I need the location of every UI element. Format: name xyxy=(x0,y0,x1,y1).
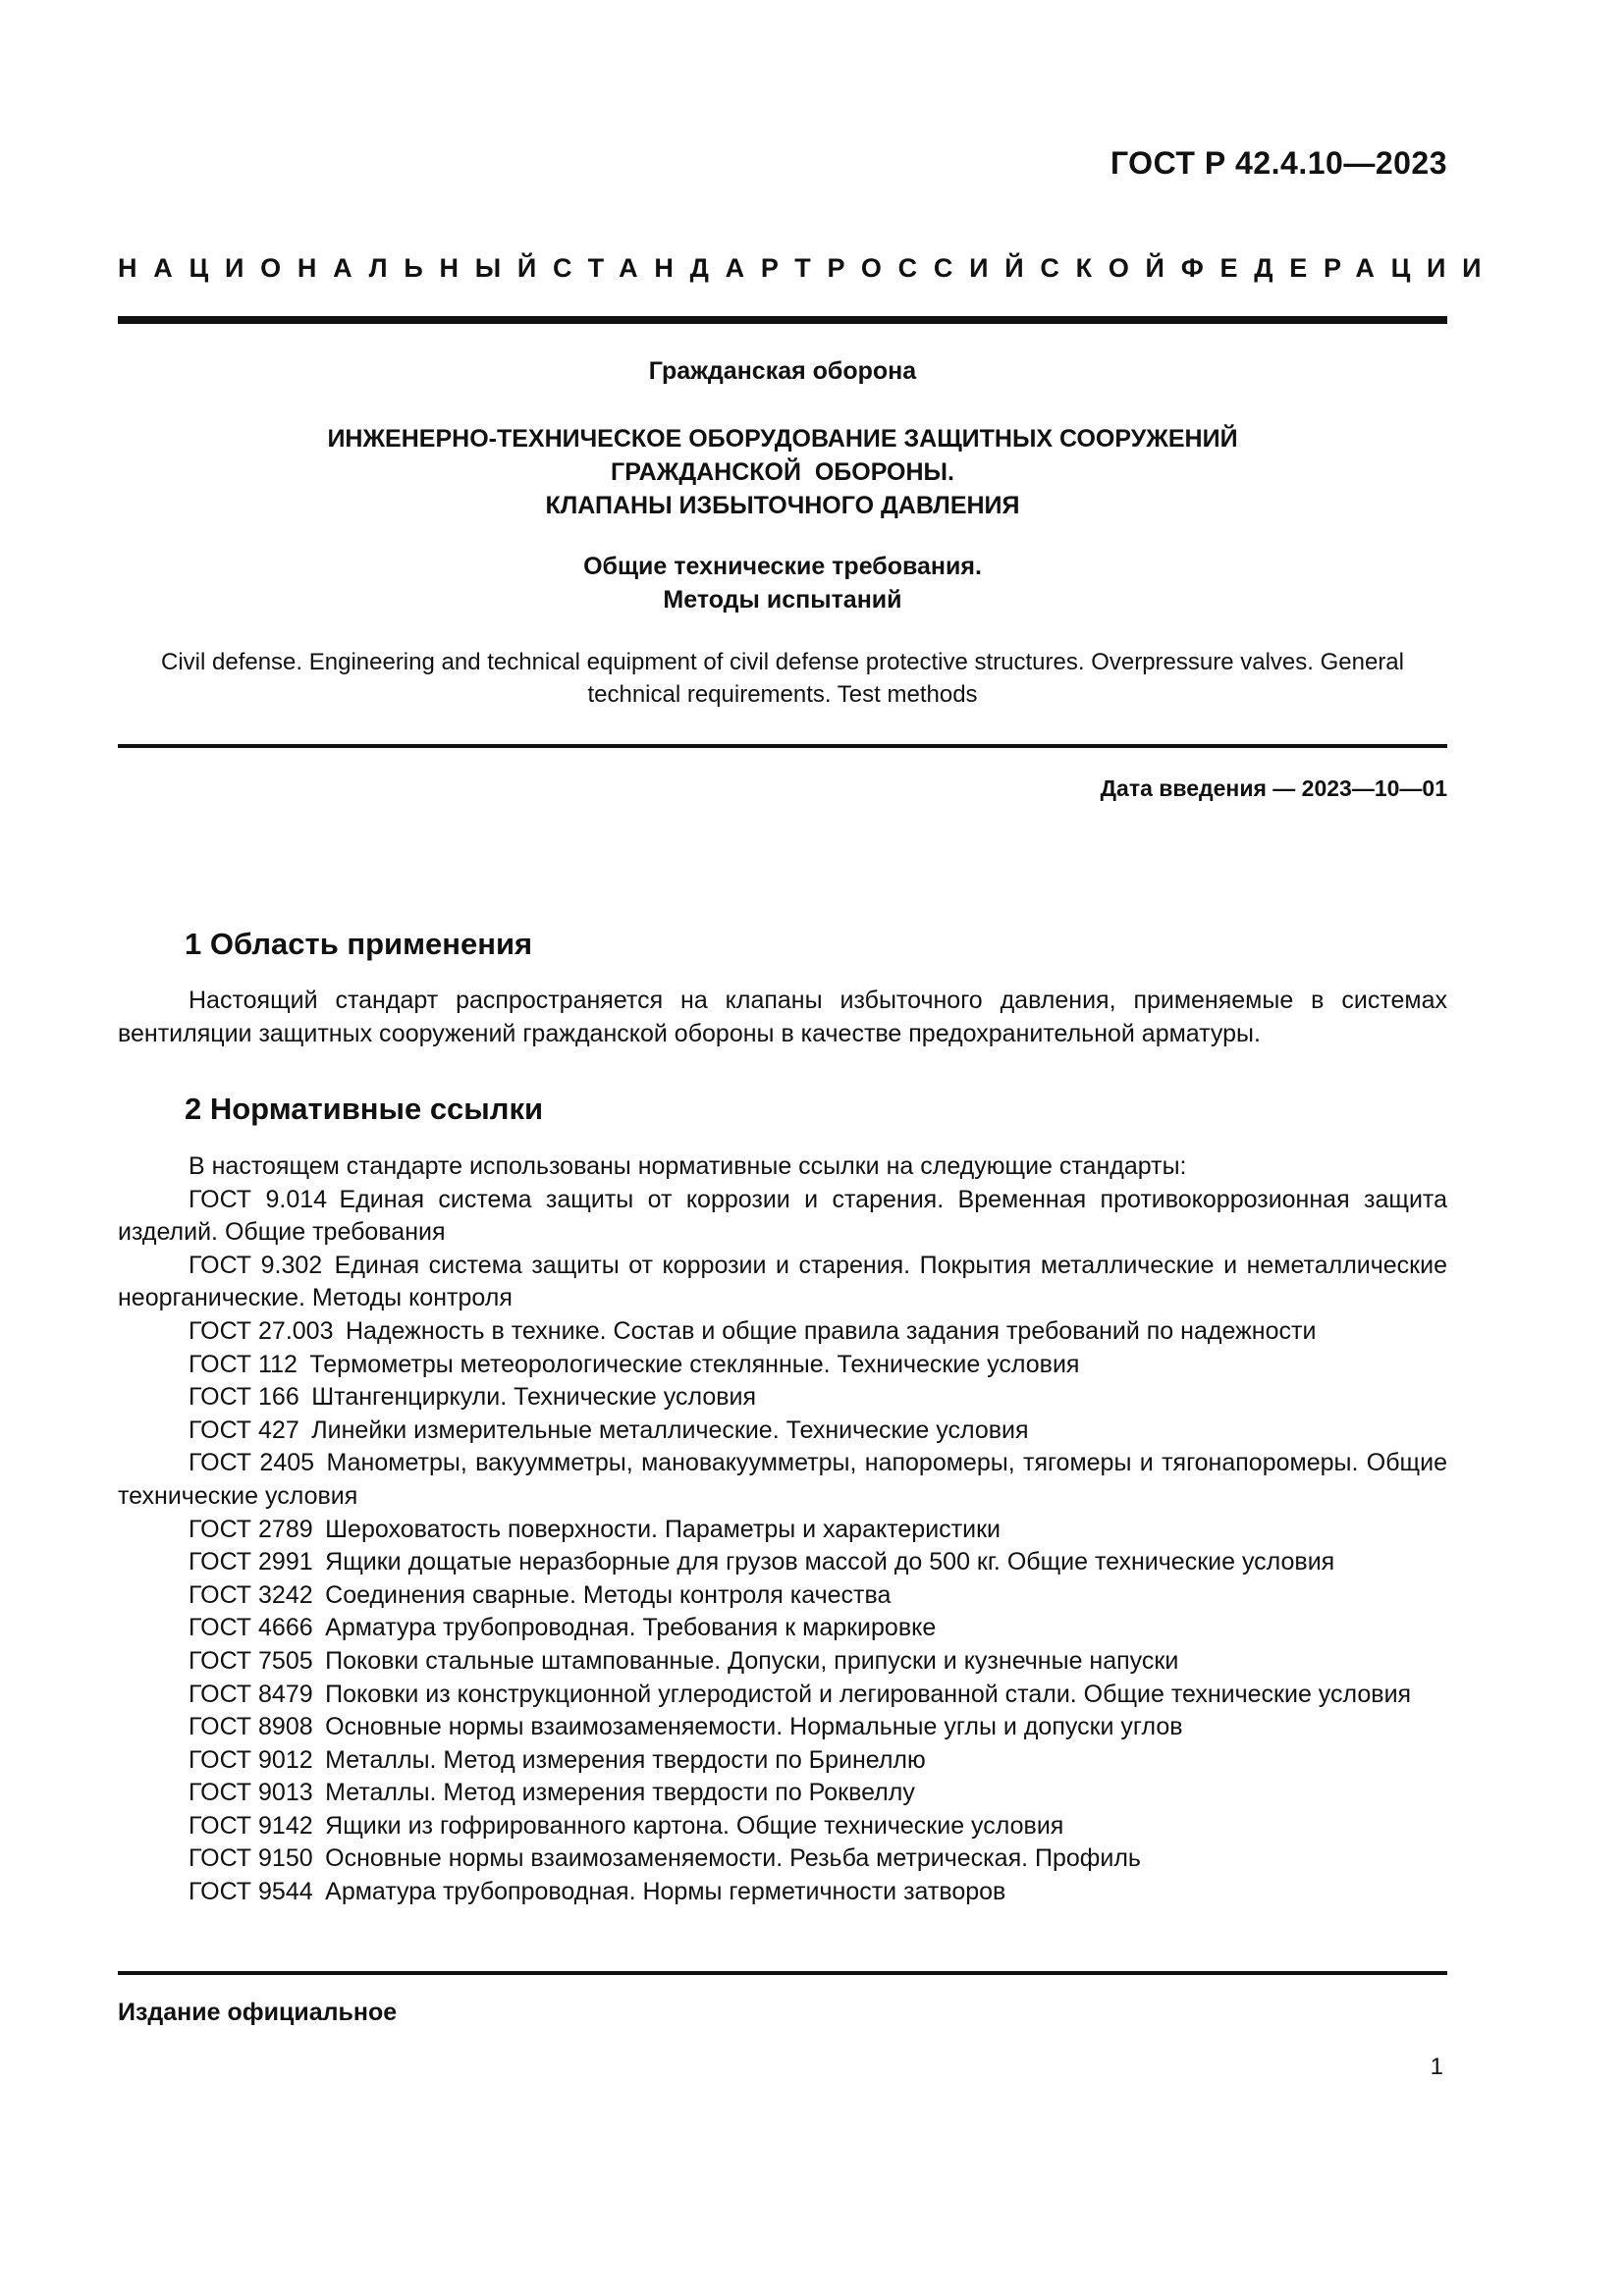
reference-item xyxy=(118,1645,1447,1679)
reference-item xyxy=(118,1810,1447,1843)
reference-code: ГОСТ 9142 xyxy=(189,1811,313,1840)
national-standard-banner xyxy=(118,253,1498,284)
reference-code: ГОСТ 9013 xyxy=(189,1779,313,1807)
introduction-date: Дата введения — 2023—10—01 xyxy=(1100,775,1447,801)
reference-title: Линейки измерительные металлические. Технические условия xyxy=(311,1415,1029,1444)
banner-word: СТАНДАРТ xyxy=(553,253,828,283)
reference-title: Надежность в технике. Состав и общие правила задания требований по надежности xyxy=(346,1316,1317,1345)
english-line: technical requirements. Test methods xyxy=(587,681,978,708)
section-2-heading: 2 Нормативные ссылки xyxy=(185,1092,544,1126)
reference-list xyxy=(118,1184,1447,1909)
reference-title: Термометры метеорологические стеклянные. Технические условия xyxy=(309,1350,1080,1378)
reference-code: ГОСТ 27.003 xyxy=(189,1316,334,1345)
reference-code: ГОСТ 9.302 xyxy=(189,1251,323,1279)
reference-code: ГОСТ 112 xyxy=(189,1350,298,1378)
reference-item xyxy=(118,1777,1447,1810)
reference-code: ГОСТ 9150 xyxy=(189,1844,313,1873)
reference-code: ГОСТ 9.014 xyxy=(189,1185,328,1213)
footer-divider xyxy=(118,1971,1447,1975)
reference-title: Поковки стальные штампованные. Допуски, припуски и кузнечные напуски xyxy=(325,1646,1179,1675)
reference-item xyxy=(118,1349,1447,1382)
reference-title: Ящики дощатые неразборные для грузов массой до 500 кг. Общие технические условия xyxy=(325,1548,1335,1576)
section-1-paragraph: Настоящий стандарт распространяется на клапаны избыточного давления, применяемые в системах вентиляции защитных сооружений гражданской обороны в качестве предохранительной арматуры. xyxy=(118,987,1447,1047)
gost-number: ГОСТ Р 42.4.10—2023 xyxy=(1110,145,1447,181)
standard-subtitle xyxy=(118,550,1447,616)
reference-title: Штангенциркули. Технические условия xyxy=(311,1383,757,1412)
reference-code: ГОСТ 2789 xyxy=(189,1515,313,1543)
page-number: 1 xyxy=(1430,2054,1443,2080)
reference-title: Металлы. Метод измерения твердости по Бринеллю xyxy=(325,1745,926,1774)
reference-code: ГОСТ 2405 xyxy=(189,1449,315,1477)
section-1-heading: 1 Область применения xyxy=(185,927,533,961)
banner-word: НАЦИОНАЛЬНЫЙ xyxy=(118,253,554,283)
banner-word: ФЕДЕРАЦИИ xyxy=(1180,253,1498,283)
normative-references xyxy=(118,1150,1447,1909)
reference-code: ГОСТ 9012 xyxy=(189,1745,313,1774)
reference-code: ГОСТ 8908 xyxy=(189,1713,313,1741)
reference-item xyxy=(118,1250,1447,1315)
reference-title: Единая система защиты от коррозии и старения. Временная противокоррозионная защита изделий. Общие требования xyxy=(118,1185,1447,1247)
reference-title: Основные нормы взаимозаменяемости. Резьба метрическая. Профиль xyxy=(325,1844,1141,1873)
reference-code: ГОСТ 427 xyxy=(189,1415,299,1444)
reference-item xyxy=(118,1381,1447,1415)
banner-word: РОССИЙСКОЙ xyxy=(827,253,1181,283)
reference-title: Ящики из гофрированного картона. Общие технические условия xyxy=(325,1811,1064,1840)
english-title xyxy=(118,646,1447,711)
reference-item xyxy=(118,1514,1447,1547)
reference-code: ГОСТ 166 xyxy=(189,1383,299,1412)
reference-item xyxy=(118,1447,1447,1513)
standard-subject: Гражданская оборона xyxy=(648,357,917,385)
reference-item xyxy=(118,1415,1447,1448)
reference-item xyxy=(118,1546,1447,1579)
reference-code: ГОСТ 4666 xyxy=(189,1614,313,1642)
section-1-body xyxy=(118,984,1447,1050)
reference-item xyxy=(118,1744,1447,1778)
reference-title: Шероховатость поверхности. Параметры и характеристики xyxy=(325,1515,1001,1543)
standard-title xyxy=(118,422,1447,522)
subtitle-line: Общие технические требования. xyxy=(583,553,982,580)
reference-code: ГОСТ 7505 xyxy=(189,1646,313,1675)
reference-title: Основные нормы взаимозаменяемости. Нормальные углы и допуски углов xyxy=(325,1713,1183,1741)
reference-item xyxy=(118,1876,1447,1909)
header-divider xyxy=(118,316,1447,324)
reference-title: Поковки из конструкционной углеродистой и легированной стали. Общие технические условия xyxy=(325,1680,1412,1708)
reference-code: ГОСТ 9544 xyxy=(189,1878,313,1906)
reference-title: Арматура трубопроводная. Нормы герметичности затворов xyxy=(325,1878,1006,1906)
reference-title: Манометры, вакуумметры, мановакуумметры, напоромеры, тягомеры и тягонапоромеры. Общие технические условия xyxy=(118,1449,1447,1510)
reference-item xyxy=(118,1711,1447,1744)
reference-item xyxy=(118,1579,1447,1613)
reference-title: Арматура трубопроводная. Требования к маркировке xyxy=(325,1614,937,1642)
reference-item xyxy=(118,1315,1447,1349)
title-divider xyxy=(118,744,1447,748)
reference-item xyxy=(118,1184,1447,1250)
reference-title: Единая система защиты от коррозии и старения. Покрытия металлические и неметаллические неорганические. Методы контроля xyxy=(118,1251,1447,1312)
reference-code: ГОСТ 2991 xyxy=(189,1548,313,1576)
references-intro: В настоящем стандарте использованы нормативные ссылки на следующие стандарты: xyxy=(189,1152,1187,1180)
reference-code: ГОСТ 3242 xyxy=(189,1580,313,1609)
reference-title: Соединения сварные. Методы контроля качества xyxy=(325,1580,892,1609)
reference-item xyxy=(118,1612,1447,1645)
official-edition-label: Издание официальное xyxy=(118,1999,398,2026)
reference-item xyxy=(118,1842,1447,1876)
english-line: Civil defense. Engineering and technical equipment of civil defense protective structures. Overpressure valves. General xyxy=(161,649,1404,675)
reference-title: Металлы. Метод измерения твердости по Роквеллу xyxy=(325,1779,915,1807)
title-line: КЛАПАНЫ ИЗБЫТОЧНОГО ДАВЛЕНИЯ xyxy=(545,492,1020,519)
reference-item xyxy=(118,1679,1447,1712)
title-line: ИНЖЕНЕРНО-ТЕХНИЧЕСКОЕ ОБОРУДОВАНИЕ ЗАЩИТНЫХ СООРУЖЕНИЙ xyxy=(327,425,1238,453)
subtitle-line: Методы испытаний xyxy=(663,586,902,614)
title-line: ГРАЖДАНСКОЙ ОБОРОНЫ. xyxy=(611,458,954,486)
reference-code: ГОСТ 8479 xyxy=(189,1680,313,1708)
